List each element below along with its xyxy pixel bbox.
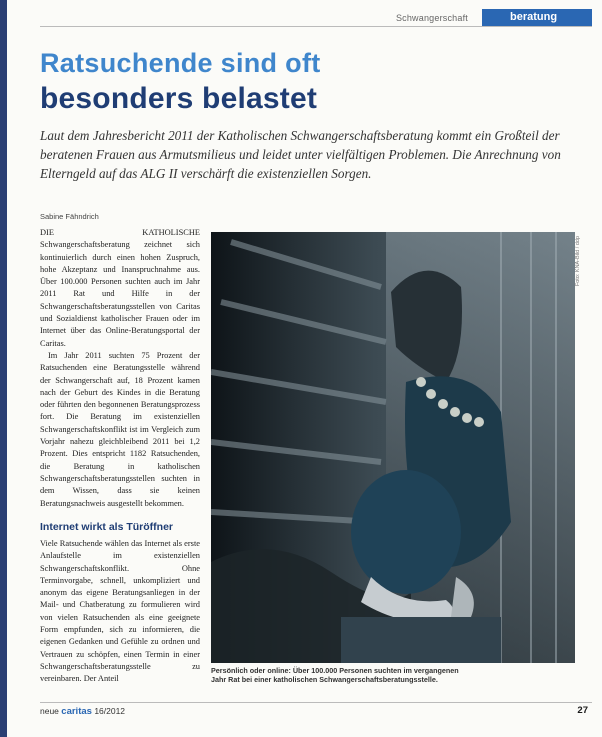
article-subhead: Internet wirkt als Türöffner xyxy=(40,521,174,533)
article-photo xyxy=(211,232,575,663)
article-kicker: Ratsuchende sind oft xyxy=(40,48,321,78)
section-label: Schwangerschaft xyxy=(395,12,468,23)
footer-issue: 16/2012 xyxy=(94,706,126,716)
body-paragraph: DIE KATHOLISCHE Schwangerschaftsberatung zeichnet sich kontinuierlich durch einen hohen Zuspruch, hohe Akzeptanz und Inanspruchnahme aus. Über 100.000 Personen suchten auch im Jahr 2011 Rat und Hilfe in der Schwangerschaftsberatungsstellen von Caritas und Sozialdienst katholischer Frauen oder im Internet über das Online-Beratungsportal der Caritas. xyxy=(40,228,200,348)
footer-magazine xyxy=(40,706,125,717)
footer-rule xyxy=(40,702,592,703)
photo-illustration xyxy=(211,232,575,663)
article-headline: besonders belastet xyxy=(40,82,318,115)
body-paragraph: Im Jahr 2011 suchten 75 Prozent der Ratsuchenden eine Beratungsstelle während der Schwangerschaft auf, 18 Prozent kamen nach der Geburt des Kindes in die Beratung oder führten den begonnenen Beratungsprozess fort. Die Beratung im existenziellen Schwangerschaftskonflikt ist im Vergleich zum Vorjahr nahezu gleichbleibend 2011 bei 1,2 Prozent. Dies entspricht 1182 Ratsuchenden, die Beratung in katholischen Schwangerschaftsberatungsstellen suchten in dem Wissen, dass sie keinen Beratungsnachweis ausgestellt bekommen. xyxy=(40,350,200,508)
body-column-2 xyxy=(40,538,200,686)
body-column-1 xyxy=(40,227,200,510)
body-paragraph: Viele Ratsuchende wählen das Internet als erste Anlaufstelle im existenziellen Schwangerschaftskonflikt. Ohne Terminvorgabe, schnell, unkompliziert und anonym das eigene Beratungsanliegen in der Mail- und Chatberatung zu formulieren wird von vielen Ratsuchenden als eine geeignete Form empfunden, sich zu informieren, die eigenen Gedanken und Gefühle zu ordnen und Vertrauen zu schöpfen, einen Termin in einer Schwangerschaftsberatungsstelle zu vereinbaren. Der Anteil xyxy=(40,539,200,684)
section-tab: beratung xyxy=(482,9,592,26)
photo-credit: Foto: KNA-Bild / ddp xyxy=(575,236,581,287)
footer-magazine-name: caritas xyxy=(61,706,92,717)
photo-caption: Persönlich oder online: Über 100.000 Personen suchten im vergangenen Jahr Rat bei einer katholischen Schwangerschaftsberatungsstelle. xyxy=(211,666,459,685)
header-rule xyxy=(40,26,592,27)
footer-magazine-prefix: neue xyxy=(40,706,59,716)
section-header xyxy=(396,9,592,26)
page-number: 27 xyxy=(577,705,588,716)
page-edge-bar xyxy=(0,0,7,737)
article-author: Sabine Fähndrich xyxy=(40,212,99,221)
article-lead: Laut dem Jahresbericht 2011 der Katholischen Schwangerschaftsberatung kommt ein Großteil der beratenen Frauen aus Armutsmilieus und leidet unter vielfältigen Problemen. Die Anrechnung von Elterngeld auf das ALG II verschärft die existenziellen Sorgen. xyxy=(40,128,561,181)
